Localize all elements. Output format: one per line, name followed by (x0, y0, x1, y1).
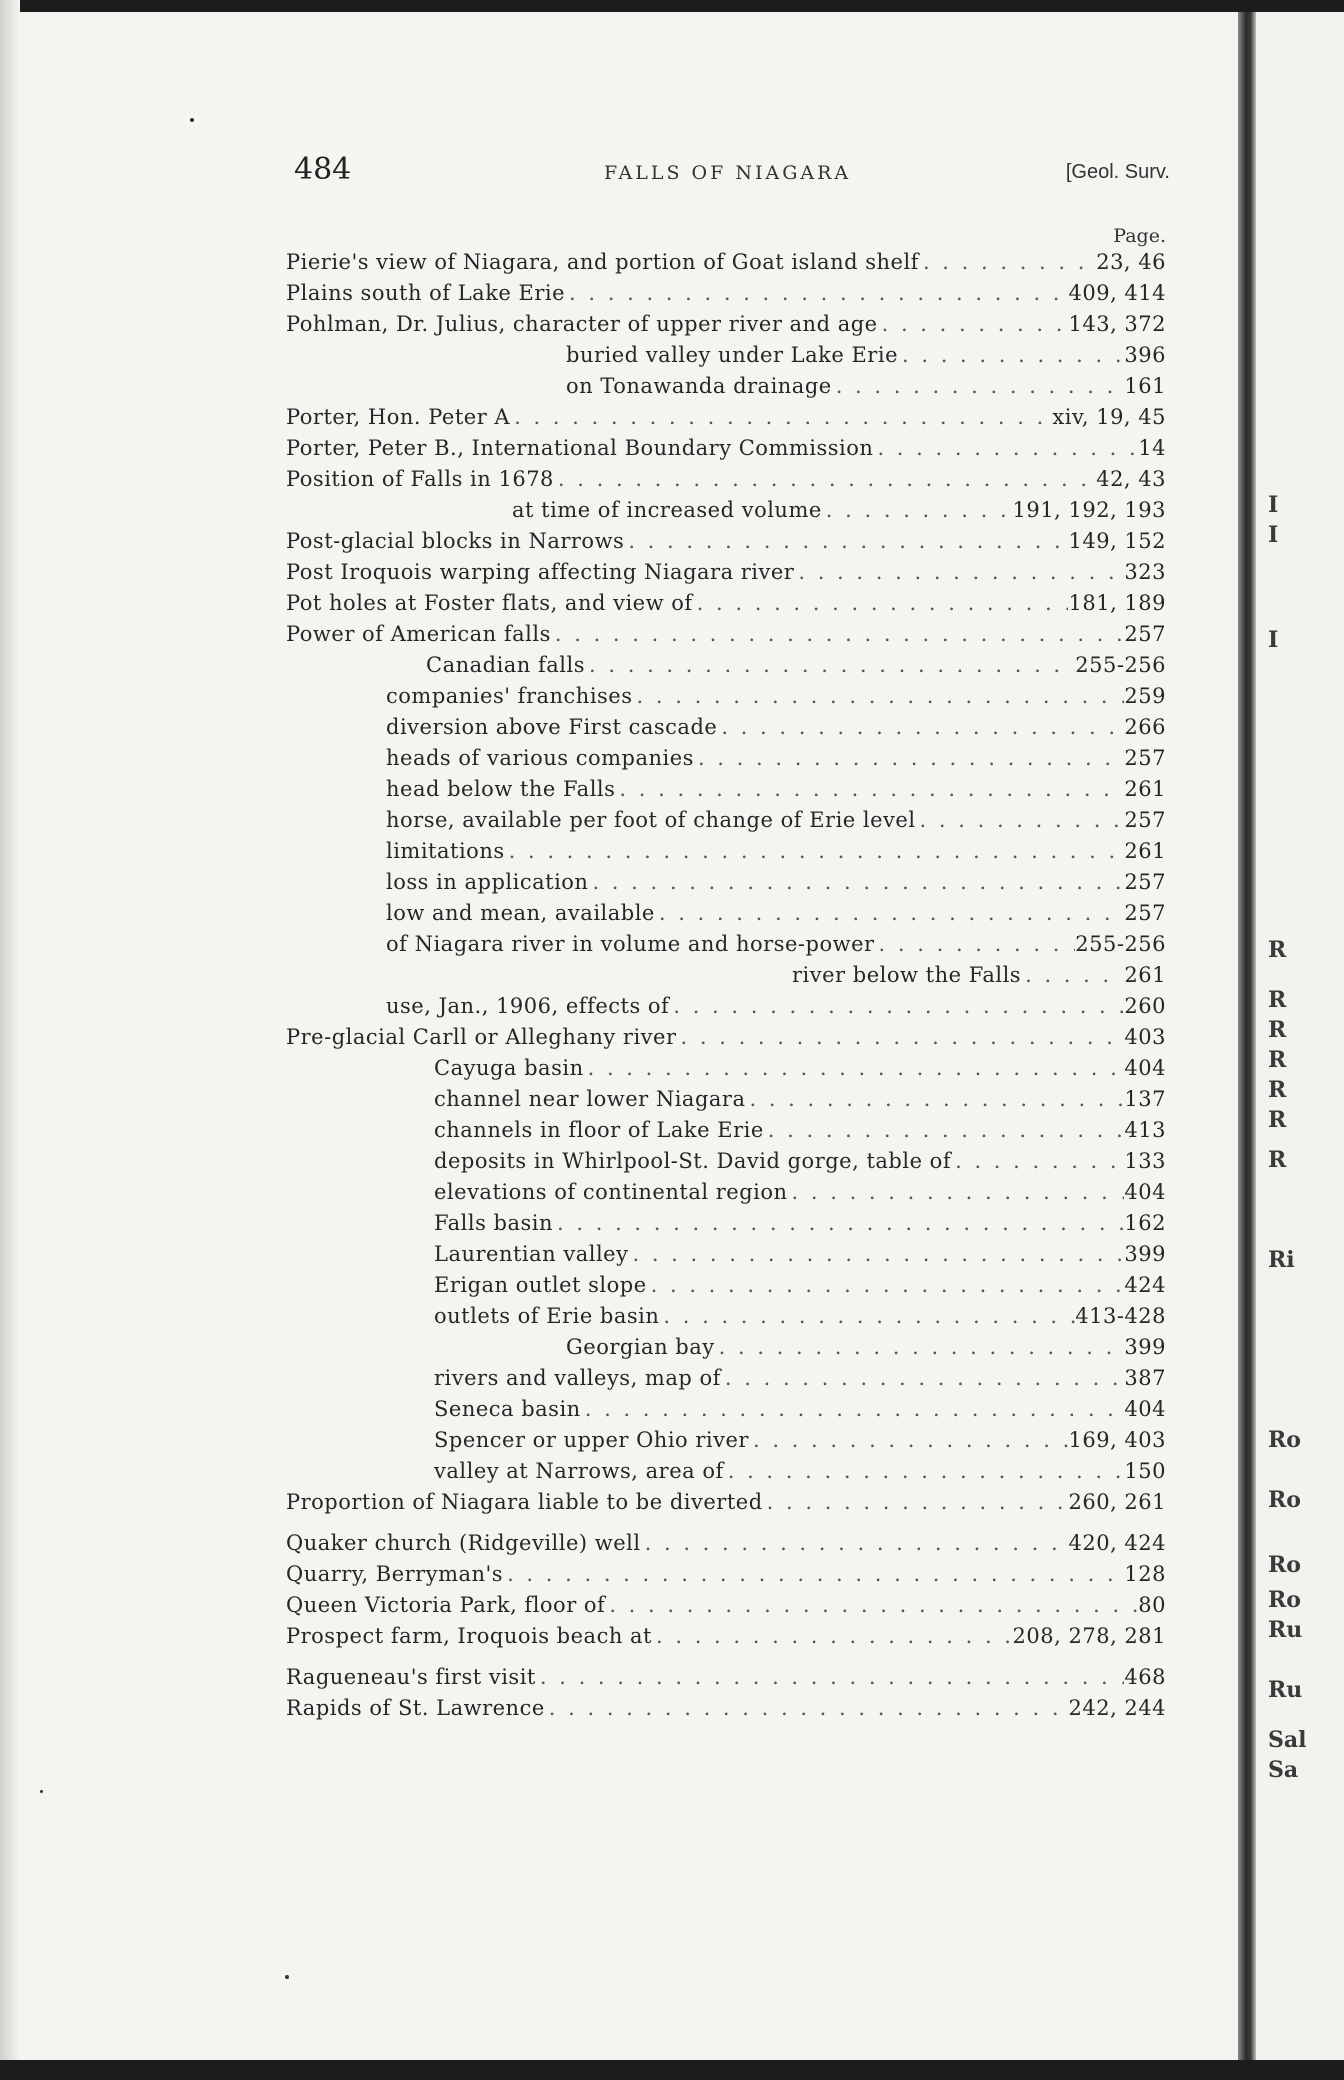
entry-pages: 413 (1124, 1118, 1166, 1142)
index-entry (286, 1559, 1166, 1590)
index-entry (286, 371, 1166, 402)
facing-page-fragment: R (1268, 1147, 1287, 1173)
page-header (294, 148, 1170, 194)
scan-speck (285, 1975, 289, 1979)
dot-leader (585, 650, 1075, 681)
entry-pages: 404 (1124, 1056, 1166, 1080)
entry-pages: 169, 403 (1068, 1428, 1166, 1452)
dot-leader (503, 1559, 1124, 1590)
facing-page-fragment: R (1268, 1047, 1287, 1073)
entry-text: Pot holes at Foster flats, and view of (286, 591, 693, 615)
dot-leader (745, 1084, 1124, 1115)
dot-leader (875, 929, 1076, 960)
facing-page-fragment: Sal (1268, 1727, 1307, 1753)
entry-pages: 261 (1124, 839, 1166, 863)
entry-pages: 257 (1124, 901, 1166, 925)
entry-pages: 424 (1124, 1273, 1166, 1297)
entry-pages: 150 (1124, 1459, 1166, 1483)
entry-text: valley at Narrows, area of (434, 1459, 724, 1483)
entry-text: loss in application (386, 870, 589, 894)
entry-text: channel near lower Niagara (434, 1087, 746, 1111)
dot-leader (655, 898, 1125, 929)
index-entry (286, 1425, 1166, 1456)
entry-text: Queen Victoria Park, floor of (286, 1593, 606, 1617)
entry-pages: 14 (1138, 436, 1166, 460)
dot-leader (794, 557, 1124, 588)
entry-pages: 133 (1124, 1149, 1166, 1173)
entry-pages: 137 (1124, 1087, 1166, 1111)
index-entry (286, 1456, 1166, 1487)
dot-leader (545, 1693, 1069, 1724)
index-entry (286, 433, 1166, 464)
entry-text: Power of American falls (286, 622, 551, 646)
entry-text: Proportion of Niagara liable to be diverted (286, 1490, 763, 1514)
entry-pages: 260 (1124, 994, 1166, 1018)
entry-text: Plains south of Lake Erie (286, 281, 566, 305)
entry-pages: 242, 244 (1068, 1696, 1166, 1720)
entry-pages: 404 (1124, 1397, 1166, 1421)
entry-text: Seneca basin (434, 1397, 581, 1421)
facing-page-fragment: I (1268, 627, 1279, 653)
index-entry (286, 340, 1166, 371)
dot-leader (694, 743, 1124, 774)
index-entry (286, 402, 1166, 433)
facing-page-fragment: R (1268, 1077, 1287, 1103)
index-entry (286, 867, 1166, 898)
entry-text: head below the Falls (386, 777, 616, 801)
entry-pages: 259 (1124, 684, 1166, 708)
facing-page-fragment: Ro (1268, 1487, 1301, 1513)
index-entry (286, 1115, 1166, 1146)
scan-speck (40, 1790, 43, 1793)
entry-text: Cayuga basin (434, 1056, 584, 1080)
facing-page-fragment: Ru (1268, 1617, 1303, 1643)
entry-text: outlets of Erie basin (434, 1304, 660, 1328)
entry-pages: 191, 192, 193 (1012, 498, 1166, 522)
scan-left-shadow (0, 0, 20, 2080)
index-entry (286, 557, 1166, 588)
dot-leader (898, 340, 1124, 371)
page-number: 484 (294, 152, 352, 187)
facing-page-fragment: Ri (1268, 1247, 1295, 1273)
dot-leader (652, 1621, 1013, 1652)
entry-text: Quaker church (Ridgeville) well (286, 1531, 641, 1555)
scan-bottom-edge (0, 2060, 1344, 2080)
entry-text: Position of Falls in 1678 (286, 467, 554, 491)
dot-leader (878, 309, 1069, 340)
entry-pages: 323 (1124, 560, 1166, 584)
dot-leader (715, 1332, 1125, 1363)
dot-leader (536, 1662, 1125, 1693)
dot-leader (916, 805, 1125, 836)
index-entry (286, 1528, 1166, 1559)
facing-page-fragment: Sa (1268, 1757, 1299, 1783)
index-entry (286, 960, 1166, 991)
index-entry (286, 526, 1166, 557)
entry-pages: 260, 261 (1068, 1490, 1166, 1514)
entry-pages: 399 (1124, 1242, 1166, 1266)
entry-text: horse, available per foot of change of Erie level (386, 808, 916, 832)
entry-pages: 261 (1124, 963, 1166, 987)
entry-text: buried valley under Lake Erie (566, 343, 898, 367)
entry-text: Prospect farm, Iroquois beach at (286, 1624, 652, 1648)
index-entry (286, 619, 1166, 650)
scan-speck (190, 118, 194, 122)
index-entry (286, 1693, 1166, 1724)
entry-pages: 257 (1124, 622, 1166, 646)
dot-leader (628, 1239, 1124, 1270)
index-entry (286, 991, 1166, 1022)
entry-pages: 255-256 (1075, 932, 1166, 956)
index-entry (286, 1621, 1166, 1652)
index-entry (286, 247, 1166, 278)
index-entry (286, 309, 1166, 340)
entry-text: Canadian falls (426, 653, 586, 677)
dot-leader (677, 1022, 1125, 1053)
entry-text: low and mean, available (386, 901, 655, 925)
running-title: FALLS OF NIAGARA (604, 162, 852, 184)
dot-leader (647, 1270, 1125, 1301)
entry-pages: 257 (1124, 746, 1166, 770)
entry-text: on Tonawanda drainage (566, 374, 832, 398)
entry-pages: 413-428 (1075, 1304, 1166, 1328)
entry-text: Spencer or upper Ohio river (434, 1428, 749, 1452)
dot-leader (615, 774, 1124, 805)
entry-text: use, Jan., 1906, effects of (386, 994, 670, 1018)
scan-top-edge (0, 0, 1344, 12)
index-entry (286, 805, 1166, 836)
entry-text: limitations (386, 839, 505, 863)
index-entry (286, 774, 1166, 805)
entry-pages: 468 (1124, 1665, 1166, 1689)
entry-text: rivers and valleys, map of (434, 1366, 721, 1390)
index-entry (286, 1270, 1166, 1301)
entry-text: diversion above First cascade (386, 715, 718, 739)
page-column-heading: Page. (1113, 225, 1166, 247)
index-entry (286, 898, 1166, 929)
entry-text: river below the Falls (792, 963, 1022, 987)
facing-page-fragment: I (1268, 522, 1279, 548)
index-entry (286, 1590, 1166, 1621)
dot-leader (633, 681, 1125, 712)
entry-text: Pre-glacial Carll or Alleghany river (286, 1025, 677, 1049)
entry-text: Falls basin (434, 1211, 554, 1235)
dot-leader (919, 247, 1096, 278)
dot-leader (553, 1208, 1124, 1239)
entry-pages: 42, 43 (1096, 467, 1166, 491)
dot-leader (873, 433, 1138, 464)
entry-text: Post Iroquois warping affecting Niagara river (286, 560, 795, 584)
index-entry (286, 712, 1166, 743)
entry-pages: xiv, 19, 45 (1052, 405, 1166, 429)
entry-text: Erigan outlet slope (434, 1273, 647, 1297)
index-entry (286, 1146, 1166, 1177)
index-entry (286, 1177, 1166, 1208)
entry-text: Pohlman, Dr. Julius, character of upper river and age (286, 312, 878, 336)
facing-page-fragment: R (1268, 987, 1287, 1013)
dot-leader (584, 1053, 1125, 1084)
dot-leader (693, 588, 1069, 619)
facing-page-fragment: R (1268, 1017, 1287, 1043)
index-entry (286, 650, 1166, 681)
index-entry (286, 1662, 1166, 1693)
dot-leader (554, 464, 1096, 495)
entry-text: Porter, Hon. Peter A (286, 405, 511, 429)
index-entry (286, 1208, 1166, 1239)
entry-text: companies' franchises (386, 684, 633, 708)
index-entry (286, 464, 1166, 495)
entry-text: heads of various companies (386, 746, 694, 770)
entry-pages: 420, 424 (1068, 1531, 1166, 1555)
index-entry (286, 836, 1166, 867)
entry-pages: 208, 278, 281 (1012, 1624, 1166, 1648)
entry-pages: 404 (1124, 1180, 1166, 1204)
entry-pages: 387 (1124, 1366, 1166, 1390)
index-entry (286, 1332, 1166, 1363)
entry-pages: 162 (1124, 1211, 1166, 1235)
entry-pages: 396 (1124, 343, 1166, 367)
facing-page-fragment: Ro (1268, 1427, 1301, 1453)
index-entry (286, 1239, 1166, 1270)
entry-text: Georgian bay (566, 1335, 715, 1359)
series-reference: [Geol. Surv. (1065, 161, 1170, 183)
entry-text: elevations of continental region (434, 1180, 788, 1204)
index-entry (286, 681, 1166, 712)
entry-text: channels in floor of Lake Erie (434, 1118, 764, 1142)
index-list (286, 247, 1166, 1724)
entry-pages: 181, 189 (1068, 591, 1166, 615)
dot-leader (605, 1590, 1138, 1621)
dot-leader (832, 371, 1125, 402)
dot-leader (641, 1528, 1069, 1559)
index-entry (286, 1363, 1166, 1394)
dot-leader (588, 867, 1124, 898)
index-entry (286, 743, 1166, 774)
facing-page-fragment: Ro (1268, 1552, 1301, 1578)
entry-pages: 143, 372 (1068, 312, 1166, 336)
entry-pages: 403 (1124, 1025, 1166, 1049)
entry-text: Porter, Peter B., International Boundary Commission (286, 436, 874, 460)
entry-pages: 80 (1138, 1593, 1166, 1617)
entry-pages: 266 (1124, 715, 1166, 739)
dot-leader (624, 526, 1068, 557)
facing-page-edge (1256, 12, 1344, 2060)
entry-text: Post-glacial blocks in Narrows (286, 529, 625, 553)
index-entry (286, 495, 1166, 526)
index-entry (286, 278, 1166, 309)
entry-pages: 149, 152 (1068, 529, 1166, 553)
index-entry (286, 1022, 1166, 1053)
index-entry (286, 1487, 1166, 1518)
entry-pages: 161 (1124, 374, 1166, 398)
facing-page-fragment: I (1268, 492, 1279, 518)
dot-leader (763, 1487, 1069, 1518)
dot-leader (717, 712, 1124, 743)
entry-text: deposits in Whirlpool-St. David gorge, table of (434, 1149, 952, 1173)
facing-page-fragment: R (1268, 1107, 1287, 1133)
dot-leader (822, 495, 1013, 526)
facing-page-fragment: Ro (1268, 1587, 1301, 1613)
dot-leader (505, 836, 1125, 867)
entry-pages: 409, 414 (1068, 281, 1166, 305)
entry-pages: 128 (1124, 1562, 1166, 1586)
entry-pages: 399 (1124, 1335, 1166, 1359)
facing-page-fragment: R (1268, 937, 1287, 963)
dot-leader (724, 1456, 1125, 1487)
dot-leader (659, 1301, 1075, 1332)
entry-text: Laurentian valley (434, 1242, 629, 1266)
book-gutter (1238, 12, 1256, 2060)
index-entry (286, 1301, 1166, 1332)
dot-leader (749, 1425, 1069, 1456)
dot-leader (764, 1115, 1125, 1146)
dot-leader (581, 1394, 1125, 1425)
entry-text: Rapids of St. Lawrence (286, 1696, 545, 1720)
index-entry (286, 929, 1166, 960)
entry-text: of Niagara river in volume and horse-power (386, 932, 875, 956)
dot-leader (788, 1177, 1125, 1208)
entry-pages: 257 (1124, 808, 1166, 832)
dot-leader (1021, 960, 1124, 991)
entry-pages: 23, 46 (1096, 250, 1166, 274)
dot-leader (551, 619, 1125, 650)
index-entry (286, 1053, 1166, 1084)
index-entry (286, 588, 1166, 619)
dot-leader (510, 402, 1052, 433)
index-entry (286, 1084, 1166, 1115)
entry-text: Ragueneau's first visit (286, 1665, 536, 1689)
entry-text: at time of increased volume (512, 498, 822, 522)
dot-leader (669, 991, 1124, 1022)
entry-text: Pierie's view of Niagara, and portion of Goat island shelf (286, 250, 919, 274)
dot-leader (721, 1363, 1125, 1394)
facing-page-fragment: Ru (1268, 1677, 1303, 1703)
entry-text: Quarry, Berryman's (286, 1562, 504, 1586)
entry-pages: 261 (1124, 777, 1166, 801)
dot-leader (951, 1146, 1124, 1177)
index-entry (286, 1394, 1166, 1425)
dot-leader (565, 278, 1068, 309)
entry-pages: 255-256 (1075, 653, 1166, 677)
entry-pages: 257 (1124, 870, 1166, 894)
